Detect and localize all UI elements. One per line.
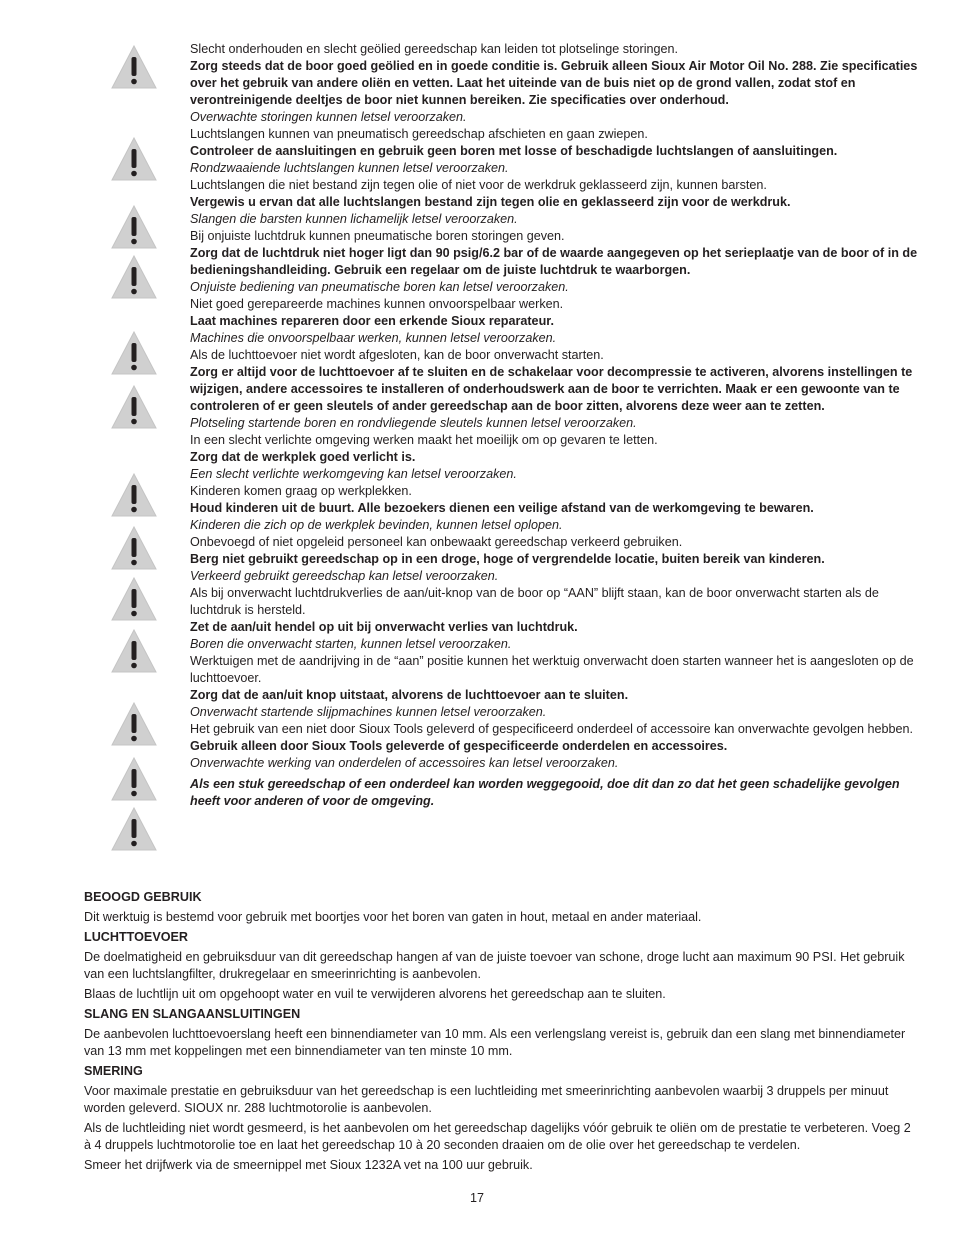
warning-instruction: Laat machines repareren door een erkende Sioux reparateur. (190, 314, 554, 328)
section-paragraph: Als de luchtleiding niet wordt gesmeerd, is het aanbevolen om het gereedschap dagelijks vóór gebruik te oliën om de prestatie te verbeteren. Voeg 2 à 4 druppels luchtmotorolie toe en laat het gereedschap 10 à 20 seconden draaien om de olie over het gereedschap te verdelen. (84, 1121, 911, 1152)
warning-consequence: Onjuiste bediening van pneumatische boren kan letsel veroorzaken. (190, 280, 569, 294)
warning-block (190, 721, 920, 772)
warning-consequence: Overwachte storingen kunnen letsel veroorzaken. (190, 110, 467, 124)
warning-block (190, 296, 920, 347)
warning-triangle-icon (110, 701, 158, 747)
warning-block (190, 41, 920, 126)
warning-instruction: Berg niet gebruikt gereedschap op in een droge, hoge of vergrendelde locatie, buiten bereik van kinderen. (190, 552, 825, 566)
warning-hazard: Het gebruik van een niet door Sioux Tools geleverd of gespecificeerd onderdeel of accessoire kan onverwachte gevolgen hebben. (190, 722, 913, 736)
warning-block (190, 483, 920, 534)
warning-triangle-icon (110, 576, 158, 622)
warning-instruction: Zet de aan/uit hendel op uit bij onverwacht verlies van luchtdruk. (190, 620, 578, 634)
warning-block (190, 653, 920, 721)
page-number: 17 (469, 1191, 484, 1205)
section-heading: BEOOGD GEBRUIK (84, 890, 202, 904)
warning-block (190, 126, 920, 177)
warning-triangle-icon (110, 756, 158, 802)
warning-block (190, 534, 920, 585)
warning-instruction: Zorg er altijd voor de luchttoevoer af te sluiten en de schakelaar voor decompressie te activeren, alvorens instellingen te wijzigen, andere accessoires te installeren of onderhoudswerk aan de boor te verrichten. Maak er een gewoonte van te controleren of er geen sleutels of ander gereedschap aan de boor zitten, alvorens deze weer aan te zetten. (190, 365, 913, 413)
warning-consequence: Machines die onvoorspelbaar werken, kunnen letsel veroorzaken. (190, 331, 557, 345)
section-heading: SLANG EN SLANGAANSLUITINGEN (84, 1007, 301, 1021)
warning-instruction: Zorg dat de aan/uit knop uitstaat, alvorens de luchttoevoer aan te sluiten. (190, 688, 629, 702)
warning-instruction: Houd kinderen uit de buurt. Alle bezoekers dienen een veilige afstand van de werkomgeving te bewaren. (190, 501, 814, 515)
warning-block (190, 177, 920, 228)
warning-block (190, 585, 920, 653)
warning-block (190, 347, 920, 432)
warning-hazard: Luchtslangen kunnen van pneumatisch gereedschap afschieten en gaan zwiepen. (190, 127, 648, 141)
warning-hazard: Als de luchttoevoer niet wordt afgesloten, kan de boor onverwacht starten. (190, 348, 604, 362)
warning-instruction: Zorg steeds dat de boor goed geölied en in goede conditie is. Gebruik alleen Sioux Air Motor Oil No. 288. Zie specificaties over het gebruik van andere oliën en vetten. Laat het uiteinde van de buis niet op de grond vallen, zodat stof en verontreinigende deeltjes de boor niet kunnen bereiken. Zie specificaties over onderhoud. (190, 59, 918, 107)
warning-hazard: In een slecht verlichte omgeving werken maakt het moeilijk om op gevaren te letten. (190, 433, 658, 447)
warning-consequence: Een slecht verlichte werkomgeving kan letsel veroorzaken. (190, 467, 517, 481)
section-paragraph: Voor maximale prestatie en gebruiksduur van het gereedschap is een luchtleiding met smeerinrichting aanbevolen waarbij 3 druppels per minuut worden geleverd. SIOUX nr. 288 luchtmotorolie is aanbevolen. (84, 1084, 889, 1115)
warning-consequence: Kinderen die zich op de werkplek bevinden, kunnen letsel oplopen. (190, 518, 563, 532)
warning-instruction: Vergewis u ervan dat alle luchtslangen bestand zijn tegen olie en geklasseerd zijn voor de werkdruk. (190, 195, 791, 209)
warning-instruction: Gebruik alleen door Sioux Tools geleverde of gespecificeerde onderdelen en accessoires. (190, 739, 728, 753)
warning-consequence: Boren die onverwacht starten, kunnen letsel veroorzaken. (190, 637, 512, 651)
disposal-warning: Als een stuk gereedschap of een onderdeel kan worden weggegooid, doe dit dan zo dat het geen schadelijke gevolgen heeft voor anderen of voor de omgeving. (190, 777, 900, 808)
warning-consequence: Slangen die barsten kunnen lichamelijk letsel veroorzaken. (190, 212, 518, 226)
warning-hazard: Slecht onderhouden en slecht geölied gereedschap kan leiden tot plotselinge storingen. (190, 42, 679, 56)
warning-triangle-icon (110, 330, 158, 376)
warning-triangle-icon (110, 472, 158, 518)
warning-triangle-icon (110, 525, 158, 571)
warning-hazard: Kinderen komen graag op werkplekken. (190, 484, 412, 498)
warning-consequence: Onverwachte werking van onderdelen of accessoires kan letsel veroorzaken. (190, 756, 619, 770)
warning-instruction: Zorg dat de luchtdruk niet hoger ligt dan 90 psig/6.2 bar of de waarde aangegeven op het serieplaatje van de boor of in de bedieningshandleiding. Gebruik een regelaar om de juiste luchtdruk te waarborgen. (190, 246, 918, 277)
warning-consequence: Plotseling startende boren en rondvliegende sleutels kunnen letsel veroorzaken. (190, 416, 637, 430)
warning-triangle-icon (110, 136, 158, 182)
warning-triangle-icon (110, 384, 158, 430)
section-heading: SMERING (84, 1064, 143, 1078)
warning-instruction: Zorg dat de werkplek goed verlicht is. (190, 450, 416, 464)
warning-block (190, 228, 920, 296)
section-paragraph: Blaas de luchtlijn uit om opgehoopt water en vuil te verwijderen alvorens het gereedschap aan te sluiten. (84, 987, 666, 1001)
warning-triangle-icon (110, 806, 158, 852)
section-heading: LUCHTTOEVOER (84, 930, 189, 944)
warning-consequence: Verkeerd gebruikt gereedschap kan letsel veroorzaken. (190, 569, 499, 583)
warning-hazard: Als bij onverwacht luchtdrukverlies de aan/uit-knop van de boor op “AAN” blijft staan, kan de boor onverwacht starten als de luchtdruk is hersteld. (190, 586, 879, 617)
warning-instruction: Controleer de aansluitingen en gebruik geen boren met losse of beschadigde luchtslangen of aansluitingen. (190, 144, 838, 158)
warning-triangle-icon (110, 254, 158, 300)
usage-sections (84, 889, 914, 1177)
warning-triangle-icon (110, 204, 158, 250)
warning-hazard: Onbevoegd of niet opgeleid personeel kan onbewaakt gereedschap verkeerd gebruiken. (190, 535, 683, 549)
section-paragraph: Dit werktuig is bestemd voor gebruik met boortjes voor het boren van gaten in hout, metaal en ander materiaal. (84, 910, 702, 924)
warning-triangle-icon (110, 628, 158, 674)
section-paragraph: Smeer het drijfwerk via de smeernippel met Sioux 1232A vet na 100 uur gebruik. (84, 1158, 533, 1172)
warning-triangle-icon (110, 44, 158, 90)
section-paragraph: De aanbevolen luchttoevoerslang heeft een binnendiameter van 10 mm. Als een verlengslang vereist is, gebruik dan een slang met binnendiameter van 13 mm met koppelingen met een binnendiameter van ten minste 10 mm. (84, 1027, 906, 1058)
section-paragraph: De doelmatigheid en gebruiksduur van dit gereedschap hangen af van de juiste toevoer van schone, droge lucht aan maximum 90 PSI. Het gebruik van een luchtslangfilter, drukregelaar en smeerinrichting is aanbevolen. (84, 950, 905, 981)
warning-hazard: Luchtslangen die niet bestand zijn tegen olie of niet voor de werkdruk geklasseerd zijn, kunnen barsten. (190, 178, 767, 192)
warning-hazard: Bij onjuiste luchtdruk kunnen pneumatische boren storingen geven. (190, 229, 565, 243)
warning-hazard: Niet goed gerepareerde machines kunnen onvoorspelbaar werken. (190, 297, 564, 311)
warning-hazard: Werktuigen met de aandrijving in de “aan” positie kunnen het werktuig onverwacht doen starten wanneer het is aangesloten op de luchttoevoer. (190, 654, 914, 685)
warning-consequence: Onverwacht startende slijpmachines kunnen letsel veroorzaken. (190, 705, 547, 719)
warning-consequence: Rondzwaaiende luchtslangen kunnen letsel veroorzaken. (190, 161, 509, 175)
warning-block (190, 432, 920, 483)
safety-warnings (190, 41, 920, 810)
